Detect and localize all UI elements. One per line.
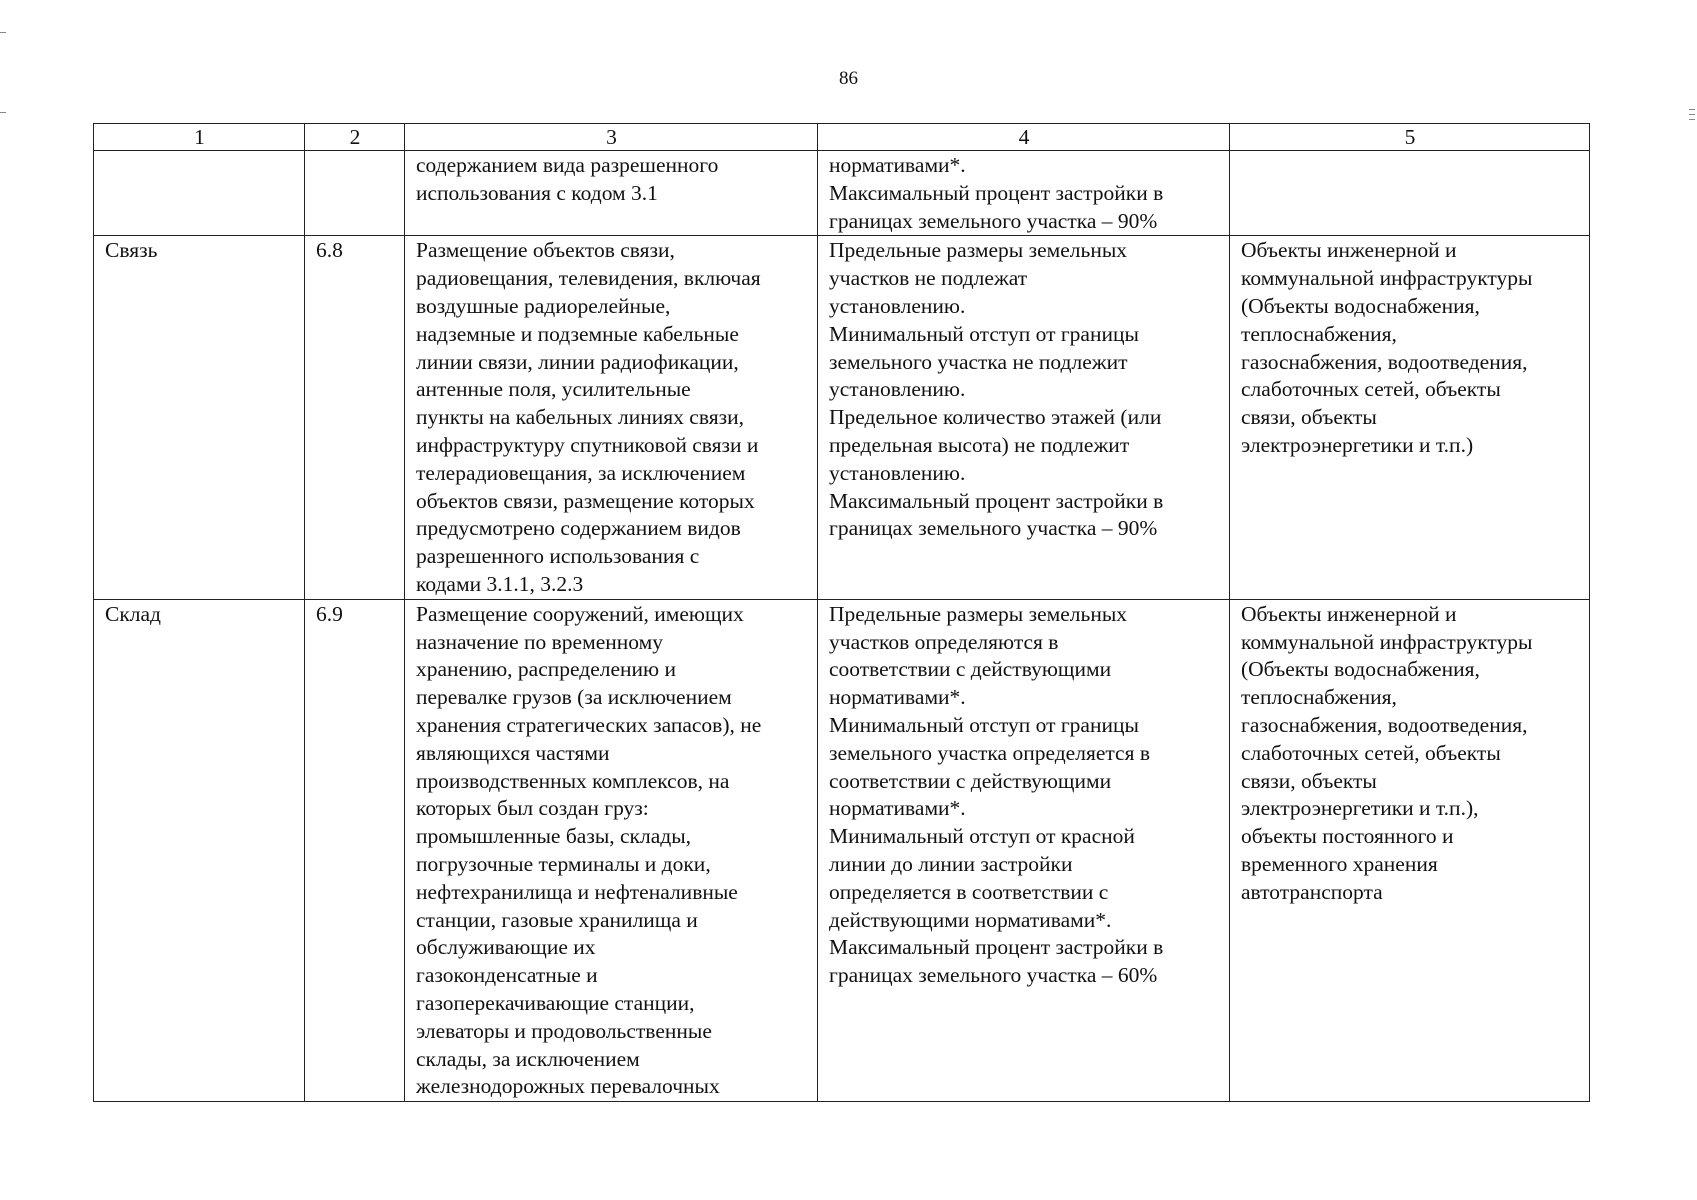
auxiliary-uses-cell-line: Объекты инженерной и: [1241, 238, 1457, 263]
header-cell-5: 5: [1230, 124, 1590, 151]
use-description-cell-line: антенные поля, усилительные: [416, 377, 691, 402]
auxiliary-uses-cell-line: электроэнергетики и т.п.),: [1241, 796, 1479, 821]
use-type-code-cell: [305, 151, 405, 236]
auxiliary-uses-cell-line: временного хранения: [1241, 851, 1438, 876]
table-row: [94, 599, 1590, 1101]
use-description-cell-line: телерадиовещания, за исключением: [416, 460, 746, 485]
use-description-cell-line: использования с кодом 3.1: [416, 180, 658, 205]
building-parameters-cell: [818, 151, 1230, 236]
auxiliary-uses-cell-line: коммунальной инфраструктуры: [1241, 629, 1533, 654]
auxiliary-uses-cell-line: коммунальной инфраструктуры: [1241, 266, 1533, 291]
building-parameters-cell-line: линии до линии застройки: [829, 851, 1073, 876]
use-description-cell-line: являющихся частями: [416, 740, 610, 765]
auxiliary-uses-cell: [1230, 599, 1590, 1101]
building-parameters-cell-line: границах земельного участка – 90%: [829, 208, 1158, 233]
use-description-cell-line: объектов связи, размещение которых: [416, 488, 755, 513]
use-description-cell-line: линии связи, линии радиофикации,: [416, 349, 739, 374]
use-description-cell-line: элеваторы и продовольственные: [416, 1018, 712, 1043]
use-description-cell-line: хранения стратегических запасов), не: [416, 712, 762, 737]
building-parameters-cell-line: действующими нормативами*.: [829, 907, 1112, 932]
use-description-cell-line: пункты на кабельных линиях связи,: [416, 405, 744, 430]
use-description-cell-line: кодами 3.1.1, 3.2.3: [416, 571, 584, 596]
use-description-cell-line: содержанием вида разрешенного: [416, 153, 719, 177]
use-description-cell-line: радиовещания, телевидения, включая: [416, 266, 761, 291]
header-cell-1: 1: [94, 124, 305, 151]
header-cell-4: 4: [818, 124, 1230, 151]
building-parameters-cell-line: земельного участка не подлежит: [829, 349, 1128, 374]
auxiliary-uses-cell-line: газоснабжения, водоотведения,: [1241, 712, 1528, 737]
building-parameters-cell-line: установлению.: [829, 460, 966, 485]
building-parameters-cell-line: Максимальный процент застройки в: [829, 180, 1164, 205]
auxiliary-uses-cell-line: (Объекты водоснабжения,: [1241, 293, 1480, 318]
auxiliary-uses-cell-line: объекты постоянного и: [1241, 824, 1454, 849]
building-parameters-cell-line: участков определяются в: [829, 629, 1059, 654]
auxiliary-uses-cell: [1230, 151, 1590, 236]
auxiliary-uses-cell-line: электроэнергетики и т.п.): [1241, 432, 1474, 457]
building-parameters-cell-line: участков не подлежат: [829, 266, 1028, 291]
scan-edge-mark: [1689, 109, 1695, 110]
auxiliary-uses-cell-line: газоснабжения, водоотведения,: [1241, 349, 1528, 374]
building-parameters-cell-line: установлению.: [829, 293, 966, 318]
use-description-cell-line: перевалке грузов (за исключением: [416, 685, 732, 710]
auxiliary-uses-cell-line: Объекты инженерной и: [1241, 601, 1457, 626]
auxiliary-uses-cell-line: связи, объекты: [1241, 768, 1377, 793]
building-parameters-cell-line: предельная высота) не подлежит: [829, 432, 1130, 457]
use-description-cell-line: хранению, распределению и: [416, 657, 676, 682]
building-parameters-cell: [818, 599, 1230, 1101]
building-parameters-cell-line: Минимальный отступ от границы: [829, 712, 1139, 737]
use-description-cell-line: обслуживающие их: [416, 935, 596, 960]
use-description-cell-line: назначение по временному: [416, 629, 663, 654]
auxiliary-uses-cell-line: связи, объекты: [1241, 405, 1377, 430]
auxiliary-uses-cell-line: слаботочных сетей, объекты: [1241, 740, 1501, 765]
zoning-table: [93, 123, 1590, 1102]
header-cell-3: 3: [405, 124, 818, 151]
use-description-cell-line: железнодорожных перевалочных: [416, 1074, 720, 1099]
scan-edge-mark: [1689, 114, 1695, 115]
use-description-cell-line: нефтехранилища и нефтеналивные: [416, 879, 738, 904]
auxiliary-uses-cell-line: автотранспорта: [1241, 879, 1383, 904]
header-cell-2: 2: [305, 124, 405, 151]
building-parameters-cell-line: нормативами*.: [829, 685, 966, 710]
table-row: [94, 151, 1590, 236]
use-description-cell-line: станции, газовые хранилища и: [416, 907, 698, 932]
use-description-cell: [405, 599, 818, 1101]
use-description-cell-line: склады, за исключением: [416, 1046, 640, 1071]
auxiliary-uses-cell-line: (Объекты водоснабжения,: [1241, 657, 1480, 682]
auxiliary-uses-cell: [1230, 236, 1590, 599]
building-parameters-cell-line: Максимальный процент застройки в: [829, 935, 1164, 960]
scan-edge-mark: [0, 112, 6, 113]
building-parameters-cell-line: Минимальный отступ от красной: [829, 824, 1135, 849]
use-description-cell-line: газоперекачивающие станции,: [416, 990, 695, 1015]
building-parameters-cell-line: границах земельного участка – 60%: [829, 963, 1158, 988]
auxiliary-uses-cell-line: теплоснабжения,: [1241, 685, 1397, 710]
use-description-cell: [405, 236, 818, 599]
building-parameters-cell-line: границах земельного участка – 90%: [829, 516, 1158, 541]
use-description-cell-line: разрешенного использования с: [416, 544, 700, 569]
use-type-name-cell: Склад: [94, 599, 305, 1101]
auxiliary-uses-cell-line: слаботочных сетей, объекты: [1241, 377, 1501, 402]
use-type-name-cell: [94, 151, 305, 236]
building-parameters-cell-line: установлению.: [829, 377, 966, 402]
use-description-cell-line: Размещение сооружений, имеющих: [416, 601, 744, 626]
building-parameters-cell-line: соответствии с действующими: [829, 657, 1112, 682]
use-description-cell-line: инфраструктуру спутниковой связи и: [416, 432, 759, 457]
table-body: [94, 151, 1590, 1102]
building-parameters-cell-line: Минимальный отступ от границы: [829, 321, 1139, 346]
building-parameters-cell-line: Максимальный процент застройки в: [829, 488, 1164, 513]
use-description-cell-line: погрузочные терминалы и доки,: [416, 851, 711, 876]
use-description-cell: [405, 151, 818, 236]
auxiliary-uses-cell-line: теплоснабжения,: [1241, 321, 1397, 346]
use-description-cell-line: предусмотрено содержанием видов: [416, 516, 741, 541]
use-description-cell-line: надземные и подземные кабельные: [416, 321, 739, 346]
use-description-cell-line: газоконденсатные и: [416, 963, 598, 988]
building-parameters-cell-line: земельного участка определяется в: [829, 740, 1150, 765]
page-number: 86: [839, 68, 858, 89]
use-description-cell-line: промышленные базы, склады,: [416, 824, 692, 849]
building-parameters-cell-line: нормативами*.: [829, 153, 966, 177]
use-description-cell-line: которых был создан груз:: [416, 796, 649, 821]
use-description-cell-line: Размещение объектов связи,: [416, 238, 675, 263]
use-type-code-cell: 6.9: [305, 599, 405, 1101]
scan-edge-mark: [1689, 119, 1695, 120]
use-type-name-cell: Связь: [94, 236, 305, 599]
building-parameters-cell-line: Предельное количество этажей (или: [829, 405, 1162, 430]
building-parameters-cell-line: соответствии с действующими: [829, 768, 1112, 793]
building-parameters-cell: [818, 236, 1230, 599]
building-parameters-cell-line: определяется в соответствии с: [829, 879, 1109, 904]
scan-edge-mark: [0, 32, 6, 33]
building-parameters-cell-line: Предельные размеры земельных: [829, 238, 1128, 263]
table-row: [94, 236, 1590, 599]
building-parameters-cell-line: Предельные размеры земельных: [829, 601, 1128, 626]
building-parameters-cell-line: нормативами*.: [829, 796, 966, 821]
use-type-code-cell: 6.8: [305, 236, 405, 599]
use-description-cell-line: производственных комплексов, на: [416, 768, 730, 793]
use-description-cell-line: воздушные радиорелейные,: [416, 293, 671, 318]
header-row: [94, 124, 1590, 151]
